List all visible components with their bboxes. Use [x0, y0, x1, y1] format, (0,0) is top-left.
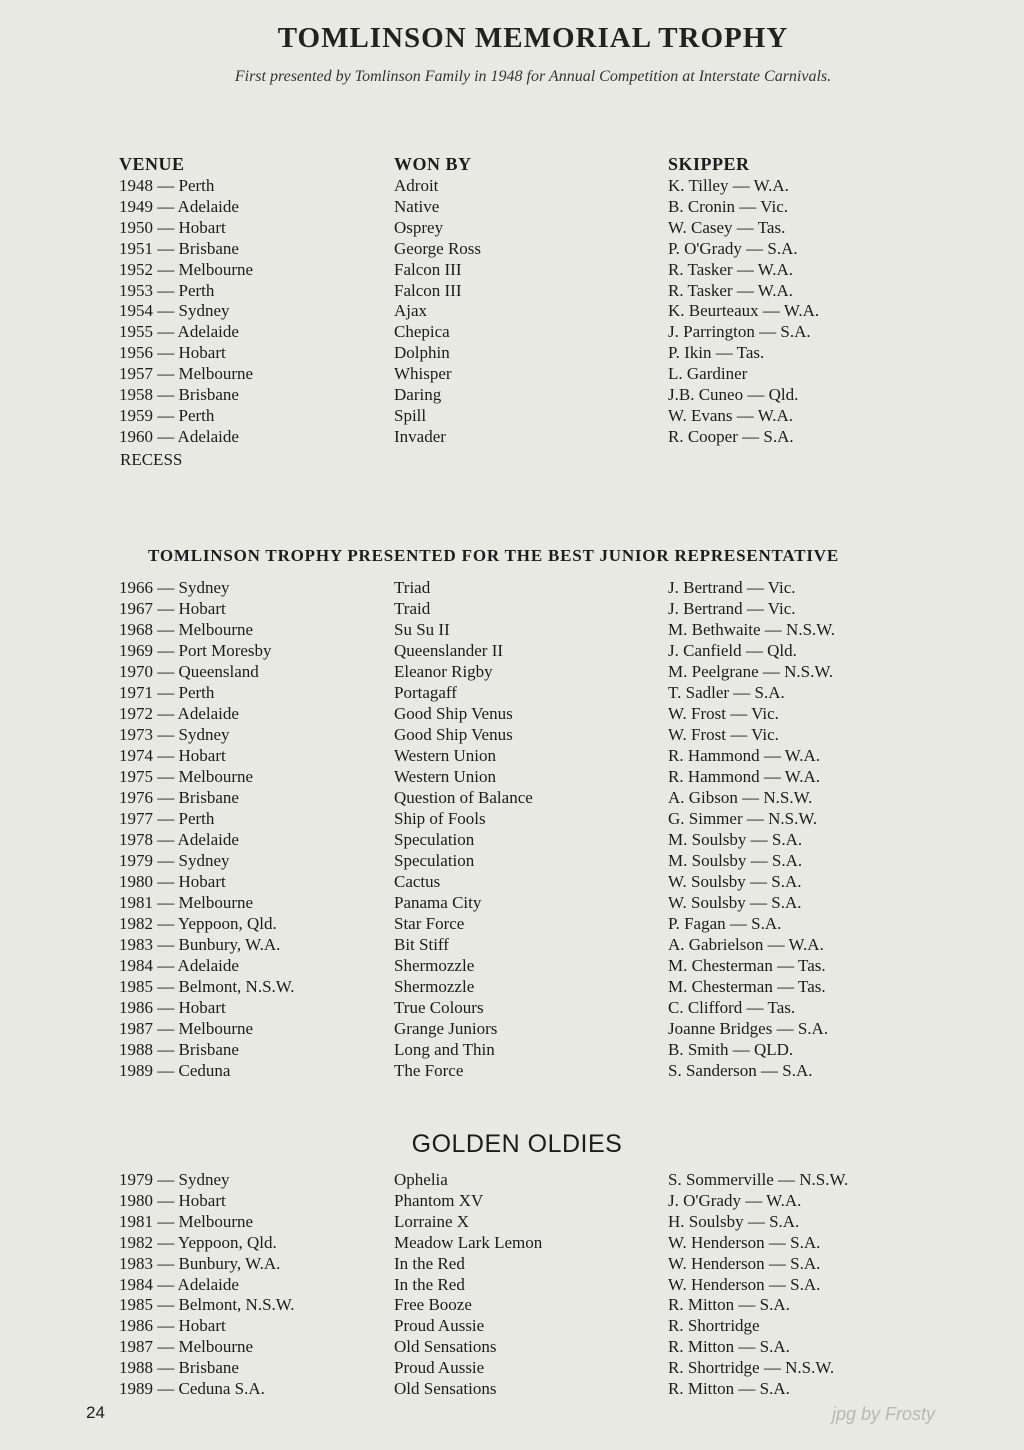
venue-cell: 1958 — Brisbane: [119, 385, 239, 404]
won-by-cell: Falcon III: [394, 280, 462, 300]
venue-cell: 1966 — Sydney: [119, 578, 230, 597]
won-by-cell: George Ross: [394, 238, 482, 258]
venue-cell: 1978 — Adelaide: [119, 830, 239, 849]
skipper-cell: R. Hammond — W.A.: [668, 746, 821, 765]
skipper-cell: M. Soulsby — S.A.: [668, 851, 803, 870]
venue-cell: 1977 — Perth: [119, 809, 215, 828]
won-by-cell: Western Union: [394, 767, 497, 786]
skipper-cell: G. Simmer — N.S.W.: [668, 809, 818, 828]
table-row: [0, 1191, 1024, 1212]
won-by-cell: Shermozzle: [394, 956, 475, 975]
table-row: [0, 725, 1024, 746]
skipper-cell: R. Mitton — S.A.: [668, 1337, 790, 1357]
table-row: [0, 385, 1024, 406]
venue-cell: 1976 — Brisbane: [119, 788, 239, 807]
venue-cell: 1983 — Bunbury, W.A.: [119, 1253, 281, 1273]
table-row: [0, 662, 1024, 683]
table-row: [0, 830, 1024, 851]
won-by-cell: Meadow Lark Lemon: [394, 1232, 543, 1252]
skipper-cell: W. Evans — W.A.: [668, 405, 793, 425]
skipper-cell: R. Tasker — W.A.: [668, 259, 794, 279]
won-by-cell: Osprey: [394, 217, 444, 237]
won-by-cell: Western Union: [394, 746, 497, 765]
venue-cell: 1948 — Perth: [119, 176, 215, 195]
won-by-cell: Star Force: [394, 914, 465, 933]
skipper-cell: P. O'Grady — S.A.: [668, 238, 798, 258]
skipper-cell: W. Frost — Vic.: [668, 725, 779, 744]
skipper-cell: R. Mitton — S.A.: [668, 1295, 790, 1315]
venue-cell: 1974 — Hobart: [119, 746, 226, 765]
venue-cell: 1989 — Ceduna: [119, 1061, 231, 1080]
table-row: [0, 218, 1024, 239]
skipper-cell: B. Smith — QLD.: [668, 1040, 794, 1059]
won-by-cell: Free Booze: [394, 1295, 472, 1315]
junior-section-title: TOMLINSON TROPHY PRESENTED FOR THE BEST JUNIOR REPRESENTATIVE: [148, 546, 840, 565]
won-by-cell: Triad: [394, 578, 431, 597]
won-by-cell: Old Sensations: [394, 1379, 497, 1398]
venue-cell: 1981 — Melbourne: [119, 1211, 254, 1231]
won-by-cell: Old Sensations: [394, 1337, 497, 1357]
table-row: [0, 1233, 1024, 1254]
table-row: [0, 260, 1024, 281]
venue-cell: 1981 — Melbourne: [119, 893, 254, 912]
won-by-cell: Good Ship Venus: [394, 725, 513, 744]
won-by-cell: Ship of Fools: [394, 809, 486, 828]
page-subtitle: First presented by Tomlinson Family in 1948 for Annual Competition at Interstate Carnivals.: [234, 68, 832, 85]
won-by-cell: Dolphin: [394, 343, 450, 363]
won-by-cell: Eleanor Rigby: [394, 662, 493, 681]
won-by-cell: Grange Juniors: [394, 1019, 498, 1038]
skipper-cell: L. Gardiner: [668, 364, 748, 384]
won-by-cell: Portagaff: [394, 683, 457, 702]
skipper-cell: W. Soulsby — S.A.: [668, 872, 802, 891]
skipper-cell: R. Cooper — S.A.: [668, 426, 794, 446]
venue-cell: 1985 — Belmont, N.S.W.: [119, 1295, 295, 1315]
venue-cell: 1984 — Adelaide: [119, 956, 239, 975]
skipper-cell: S. Sanderson — S.A.: [668, 1061, 813, 1080]
skipper-cell: J. O'Grady — W.A.: [668, 1190, 802, 1210]
table-row: [0, 641, 1024, 662]
table-row: [0, 683, 1024, 704]
table-row: [0, 1170, 1024, 1191]
won-by-cell: Ajax: [394, 301, 428, 321]
venue-cell: 1980 — Hobart: [119, 1190, 226, 1210]
watermark: jpg by Frosty: [832, 1404, 936, 1424]
table-row: [0, 1275, 1024, 1296]
won-by-cell: Cactus: [394, 872, 441, 891]
skipper-cell: P. Fagan — S.A.: [668, 914, 782, 933]
table-row: [0, 914, 1024, 935]
table-row: [0, 1254, 1024, 1275]
table-row: [0, 935, 1024, 956]
table-row: [0, 851, 1024, 872]
skipper-cell: B. Cronin — Vic.: [668, 196, 789, 216]
table-row: [0, 998, 1024, 1019]
venue-cell: 1950 — Hobart: [119, 217, 226, 237]
skipper-cell: M. Chesterman — Tas.: [668, 977, 826, 996]
table-row: [0, 197, 1024, 218]
won-by-cell: Whisper: [394, 364, 452, 384]
skipper-cell: P. Ikin — Tas.: [668, 343, 765, 363]
venue-cell: 1985 — Belmont, N.S.W.: [119, 977, 295, 996]
won-by-cell: Falcon III: [394, 259, 462, 279]
skipper-cell: K. Tilley — W.A.: [668, 176, 789, 195]
venue-cell: 1957 — Melbourne: [119, 364, 254, 384]
venue-cell: 1979 — Sydney: [119, 851, 230, 870]
table-row: [0, 788, 1024, 809]
table-row: [0, 281, 1024, 302]
won-by-cell: Proud Aussie: [394, 1316, 485, 1336]
venue-cell: 1986 — Hobart: [119, 998, 226, 1017]
table-row: [0, 343, 1024, 364]
won-by-cell: Bit Stiff: [394, 935, 449, 954]
skipper-cell: Joanne Bridges — S.A.: [668, 1019, 829, 1038]
won-by-cell: Ophelia: [394, 1170, 448, 1189]
table-row: [0, 427, 1024, 448]
venue-cell: 1973 — Sydney: [119, 725, 230, 744]
skipper-header: SKIPPER: [668, 154, 750, 174]
skipper-cell: K. Beurteaux — W.A.: [668, 301, 820, 321]
table-row: [0, 578, 1024, 599]
skipper-cell: R. Shortridge: [668, 1316, 760, 1336]
venue-cell: 1960 — Adelaide: [119, 426, 239, 446]
skipper-cell: M. Soulsby — S.A.: [668, 830, 803, 849]
venue-cell: 1975 — Melbourne: [119, 767, 254, 786]
table-row: [0, 704, 1024, 725]
skipper-cell: M. Bethwaite — N.S.W.: [668, 620, 836, 639]
venue-cell: 1987 — Melbourne: [119, 1337, 254, 1357]
skipper-cell: T. Sadler — S.A.: [668, 683, 785, 702]
won-by-cell: True Colours: [394, 998, 484, 1017]
table-row: [0, 1212, 1024, 1233]
won-by-cell: Native: [394, 196, 440, 216]
table-row: [0, 322, 1024, 343]
won-by-cell: Spill: [394, 405, 427, 425]
table-row: [0, 239, 1024, 260]
venue-cell: 1979 — Sydney: [119, 1170, 230, 1189]
won-by-cell: The Force: [394, 1061, 464, 1080]
skipper-cell: R. Hammond — W.A.: [668, 767, 821, 786]
skipper-cell: M. Peelgrane — N.S.W.: [668, 662, 834, 681]
won-by-cell: Panama City: [394, 893, 482, 912]
venue-cell: 1955 — Adelaide: [119, 322, 239, 342]
recess-note: RECESS: [120, 450, 183, 469]
table-row: [0, 1358, 1024, 1379]
skipper-cell: S. Sommerville — N.S.W.: [668, 1170, 849, 1189]
venue-cell: 1968 — Melbourne: [119, 620, 254, 639]
venue-cell: 1959 — Perth: [119, 405, 215, 425]
table-row: [0, 746, 1024, 767]
table-row: [0, 364, 1024, 385]
venue-cell: 1970 — Queensland: [119, 662, 259, 681]
venue-cell: 1969 — Port Moresby: [119, 641, 272, 660]
won-by-cell: Good Ship Venus: [394, 704, 513, 723]
skipper-cell: W. Frost — Vic.: [668, 704, 779, 723]
table-row: [0, 599, 1024, 620]
venue-cell: 1980 — Hobart: [119, 872, 226, 891]
won-by-cell: Queenslander II: [394, 641, 504, 660]
skipper-cell: J. Bertrand — Vic.: [668, 578, 796, 597]
venue-cell: 1984 — Adelaide: [119, 1274, 239, 1294]
skipper-cell: M. Chesterman — Tas.: [668, 956, 826, 975]
skipper-cell: W. Henderson — S.A.: [668, 1274, 821, 1294]
skipper-cell: J. Parrington — S.A.: [668, 322, 811, 342]
won-by-cell: Su Su II: [394, 620, 450, 639]
table-row: [0, 956, 1024, 977]
skipper-cell: R. Mitton — S.A.: [668, 1379, 790, 1398]
table-row: [0, 1040, 1024, 1061]
skipper-cell: C. Clifford — Tas.: [668, 998, 796, 1017]
table-row: [0, 767, 1024, 788]
table-row: [0, 1295, 1024, 1316]
venue-cell: 1953 — Perth: [119, 280, 215, 300]
page-title: TOMLINSON MEMORIAL TROPHY: [277, 22, 789, 54]
table-row: [0, 301, 1024, 322]
skipper-cell: A. Gabrielson — W.A.: [668, 935, 824, 954]
skipper-cell: J. Bertrand — Vic.: [668, 599, 796, 618]
venue-cell: 1986 — Hobart: [119, 1316, 226, 1336]
skipper-cell: R. Tasker — W.A.: [668, 280, 794, 300]
skipper-cell: W. Henderson — S.A.: [668, 1232, 821, 1252]
skipper-cell: W. Henderson — S.A.: [668, 1253, 821, 1273]
won-by-cell: Adroit: [394, 176, 439, 195]
table-row: [0, 893, 1024, 914]
golden-oldies-title: GOLDEN OLDIES: [411, 1130, 623, 1158]
won-by-cell: Invader: [394, 426, 446, 446]
table-row: [0, 1379, 1024, 1400]
won-by-cell: Speculation: [394, 851, 475, 870]
skipper-cell: J. Canfield — Qld.: [668, 641, 797, 660]
venue-header: VENUE: [119, 154, 185, 174]
venue-cell: 1983 — Bunbury, W.A.: [119, 935, 281, 954]
venue-cell: 1989 — Ceduna S.A.: [119, 1379, 265, 1398]
venue-cell: 1982 — Yeppoon, Qld.: [119, 914, 277, 933]
won-by-cell: Proud Aussie: [394, 1358, 485, 1378]
won-by-cell: Chepica: [394, 322, 450, 342]
table-row: [0, 1019, 1024, 1040]
won-by-cell: Lorraine X: [394, 1211, 470, 1231]
skipper-cell: R. Shortridge — N.S.W.: [668, 1358, 835, 1378]
won-by-cell: Daring: [394, 385, 442, 404]
won-by-cell: Phantom XV: [394, 1190, 484, 1210]
won-by-header: WON BY: [394, 154, 472, 174]
venue-cell: 1952 — Melbourne: [119, 259, 254, 279]
skipper-cell: J.B. Cuneo — Qld.: [668, 385, 799, 404]
venue-cell: 1954 — Sydney: [119, 301, 230, 321]
venue-cell: 1956 — Hobart: [119, 343, 226, 363]
table-row: [0, 406, 1024, 427]
venue-cell: 1949 — Adelaide: [119, 196, 239, 216]
table-row: [0, 872, 1024, 893]
venue-cell: 1972 — Adelaide: [119, 704, 239, 723]
table-row: [0, 1061, 1024, 1082]
table-row: [0, 977, 1024, 998]
won-by-cell: In the Red: [394, 1274, 465, 1294]
won-by-cell: In the Red: [394, 1253, 465, 1273]
skipper-cell: W. Casey — Tas.: [668, 217, 786, 237]
venue-cell: 1988 — Brisbane: [119, 1358, 239, 1378]
won-by-cell: Traid: [394, 599, 431, 618]
won-by-cell: Long and Thin: [394, 1040, 495, 1059]
skipper-cell: A. Gibson — N.S.W.: [668, 788, 813, 807]
venue-cell: 1988 — Brisbane: [119, 1040, 239, 1059]
table-row: [0, 1337, 1024, 1358]
venue-cell: 1971 — Perth: [119, 683, 215, 702]
table-row: [0, 809, 1024, 830]
venue-cell: 1987 — Melbourne: [119, 1019, 254, 1038]
venue-cell: 1951 — Brisbane: [119, 238, 239, 258]
table-row: [0, 176, 1024, 197]
table-row: [0, 620, 1024, 641]
venue-cell: 1967 — Hobart: [119, 599, 226, 618]
won-by-cell: Question of Balance: [394, 788, 533, 807]
page-number: 24: [86, 1403, 105, 1422]
skipper-cell: H. Soulsby — S.A.: [668, 1211, 800, 1231]
won-by-cell: Speculation: [394, 830, 475, 849]
table-row: [0, 1316, 1024, 1337]
venue-cell: 1982 — Yeppoon, Qld.: [119, 1232, 277, 1252]
won-by-cell: Shermozzle: [394, 977, 475, 996]
skipper-cell: W. Soulsby — S.A.: [668, 893, 802, 912]
